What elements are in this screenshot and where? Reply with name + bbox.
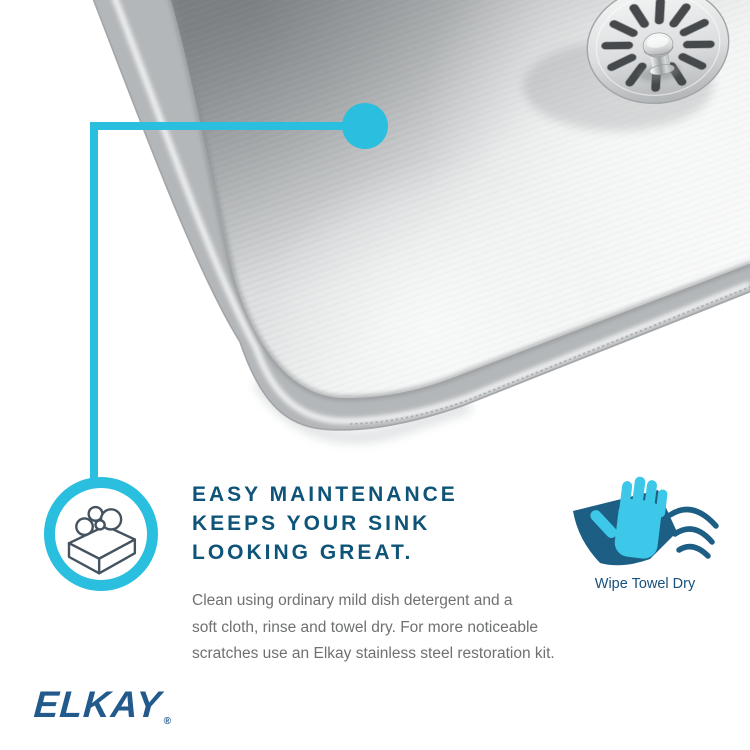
body-line-3: scratches use an Elkay stainless steel restoration kit. xyxy=(192,645,555,662)
body-copy xyxy=(192,588,555,668)
headline-line-1: EASY MAINTENANCE xyxy=(192,483,458,506)
soap-bar-icon xyxy=(58,491,144,577)
callout-line-horizontal xyxy=(90,122,346,130)
elkay-logo-text: ELKAY xyxy=(32,684,164,725)
body-line-1: Clean using ordinary mild dish detergent and a xyxy=(192,592,513,609)
feature-wipe-towel-dry xyxy=(559,470,731,592)
headline-line-3: LOOKING GREAT. xyxy=(192,541,414,564)
motion-swoosh-lines xyxy=(670,510,716,556)
headline xyxy=(192,480,458,567)
registered-trademark-symbol: ® xyxy=(163,716,172,727)
soap-icon-badge xyxy=(44,477,158,591)
callout-line-vertical xyxy=(90,122,98,478)
body-line-2: soft cloth, rinse and towel dry. For more noticeable xyxy=(192,618,539,636)
headline-line-2: KEEPS YOUR SINK xyxy=(192,512,431,535)
feature-label: Wipe Towel Dry xyxy=(594,576,696,592)
elkay-logo xyxy=(32,684,172,727)
callout-dot xyxy=(342,103,388,149)
wipe-towel-dry-icon xyxy=(560,470,730,570)
